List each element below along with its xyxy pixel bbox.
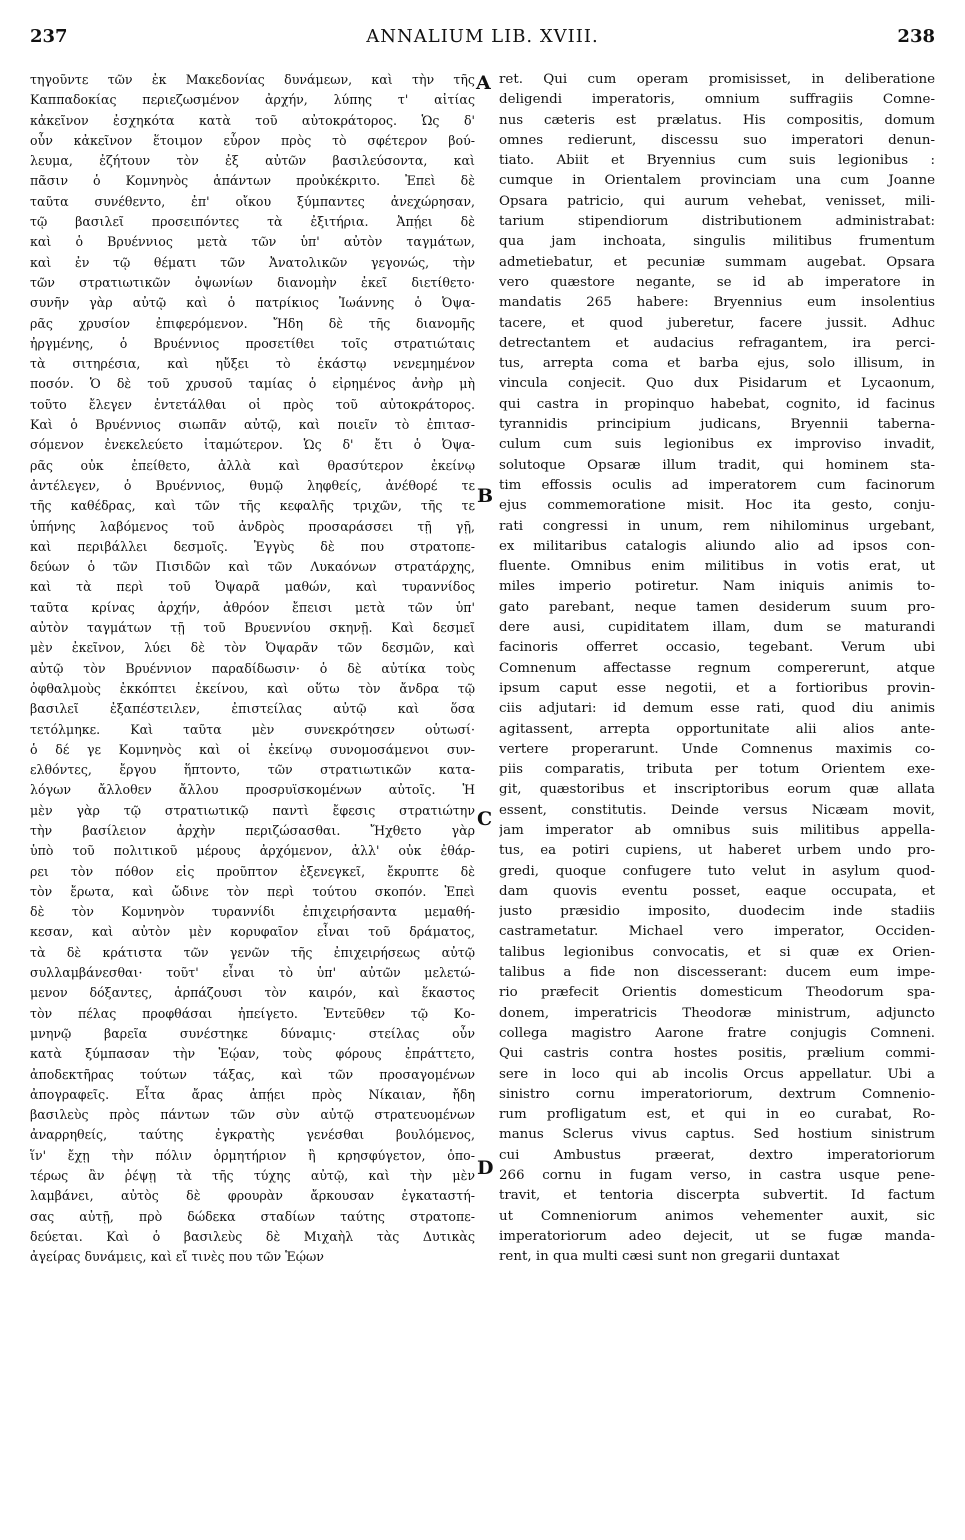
latin-text-line: qua jam inchoata, singulis militibus frumentum [499, 234, 935, 250]
latin-text-line: castrametatur. Michael vero imperator, Occiden- [499, 924, 935, 940]
latin-text-line: talibus a fide non discesserant: ducem eum impe- [499, 965, 935, 981]
greek-text-line: τηγοῦντε τῶν ἐκ Μακεδονίας δυνάμεων, καὶ τὴν τῆς [30, 72, 475, 87]
greek-text-line: κατὰ ξύμπασαν τὴν Ἑῴαν, τοὺς φόρους ἐπράττετο, [30, 1046, 475, 1062]
greek-text-line: ἠργμένης, ὁ Βρυέννιος προσετίθει τοῖς στρατιώταις [30, 335, 475, 351]
greek-text-line: ἀγείρας δυνάμεις, καὶ εἴ τινὲς που τῶν Ἑῴων [30, 1249, 324, 1265]
latin-text-line: dam quovis eventu posset, eaque occupata, et [499, 883, 935, 899]
latin-text-line: Comnenum affectasse regnum compererunt, atque [499, 660, 935, 676]
latin-text-line: solutoque Opsaræ illum tradit, qui hominem sta- [499, 457, 935, 473]
greek-text-line: μνηνῷ βαρεῖα συνέστηκε δύναμις· στείλας οὖν [30, 1025, 475, 1041]
margin-marker-c: C [477, 808, 493, 830]
latin-text-line: justo præsidio imposito, duodecim inde stadiis [499, 904, 935, 920]
greek-text-line: ρει τὸν πόθον εἰς προῦπτον ἐξενεγκεῖ, ἔκρυπτε δὲ [30, 863, 475, 879]
latin-text-line: vero quæstore negante, se id ab imperatore in [499, 274, 935, 290]
latin-text-line: gato parebant, neque tamen desiderum suum pro- [499, 599, 935, 615]
page-number-left: 237 [30, 26, 68, 47]
latin-text-line: facinoris offerret occasio, tegebant. Verum ubi [499, 640, 935, 656]
greek-text-line: καὶ ὁ Βρυέννιος μετὰ τῶν ὑπ' αὐτὸν ταγμάτων, [30, 234, 475, 250]
latin-text-line: cui Ambustus præerat, dextro imperatoriorum [499, 1147, 935, 1163]
greek-text-line: Καππαδοκίας περιεζωσμένον ἀρχήν, λύπης τ' αἰτίας [30, 92, 475, 108]
latin-text-line: essent, constitutis. Deinde versus Nicæam movit, [499, 802, 935, 818]
latin-text-line: Qui castris contra hostes positis, prælium commi- [499, 1046, 935, 1062]
greek-text-line: τῶν στρατιωτικῶν ὀψωνίων διανομὴν ἐκεῖ διετίθετο· [30, 274, 475, 290]
greek-text-line: ταῦτα κρίνας ἀρχήν, ἀθρόον ἔπεισι μετὰ τῶν ὑπ' [30, 599, 475, 615]
greek-text-line: μὲν ἐκεῖνον, λύει δὲ τὸν Ὀψαρᾶν τῶν δεσμῶν, καὶ [30, 640, 475, 656]
latin-text-line: admetiebatur, et pecuniæ summam augebat. Opsara [499, 254, 935, 270]
latin-text-line: rati congressi in unum, rem nihilominus urgebant, [499, 518, 935, 534]
latin-text-line: ipsum caput esse negotii, et a fortioribus provin- [499, 680, 935, 696]
greek-text-line: δεύων ὁ τῶν Πισιδῶν καὶ τῶν Λυκαόνων στρατάρχης, [30, 559, 475, 575]
greek-text-line: κεσαν, καὶ αὐτὸν μὲν κορυφαῖον εἶναι τοῦ δράματος, [30, 924, 475, 940]
latin-text-line: jam imperator ab omnibus suis militibus appella- [499, 822, 935, 838]
latin-text-line: rent, in qua multi cæsi sunt non gregarii duntaxat [499, 1249, 840, 1265]
latin-text-line: mandatis 265 habere: Bryennius eum insolentius [499, 295, 935, 311]
greek-text-line: βασιλεῖ ἐξαπέστειλεν, ἐπιστείλας αὐτῷ καὶ ὅσα [30, 701, 475, 717]
latin-text-line: talibus legionibus convocatis, et si quæ ex Orien- [499, 944, 935, 960]
latin-text-line: git, quæstoribus et inscriptoribus eorum quæ allata [499, 782, 935, 798]
greek-text-line: τῷ βασιλεῖ προσειπόντες τὰ ἐξιτήρια. Ἀπῄει δὲ [30, 214, 475, 230]
latin-text-line: 266 cornu in fugam verso, in castra usque pene- [499, 1168, 935, 1184]
latin-text-line: culum cum suis legionibus ex improviso invadit, [499, 437, 935, 453]
page-number-right: 238 [897, 26, 935, 47]
greek-text-line: ταῦτα συνέθεντο, ἐπ' οἴκου ξύμπαντες ἀνεχώρησαν, [30, 193, 475, 209]
latin-column [499, 70, 935, 1268]
greek-text-line: ἵν' ἔχῃ τὴν πόλιν ὁρμητήριον ἢ κρησφύγετον, ὁπο- [30, 1147, 475, 1163]
latin-text-line: collega magistro Aarone fratre conjugis Comneni. [499, 1025, 935, 1041]
latin-text-line: tim effossis oculis ad imperatorem cum facinorum [499, 477, 935, 493]
greek-text-line: συλλαμβάνεσθαι· τοῦτ' εἶναι τὸ ὑπ' αὐτῶν μελετώ- [30, 965, 475, 981]
greek-text-line: τετόλμηκε. Καὶ ταῦτα μὲν συνεκρότησεν οὑτωσί· [30, 721, 475, 737]
latin-text-line: tacere, et quod juberetur, facere jussit. Adhuc [499, 315, 935, 331]
greek-text-line: καὶ περιβάλλει δεσμοῖς. Ἐγγὺς δὲ που στρατοπε- [30, 538, 475, 554]
greek-column [30, 70, 475, 1268]
page-header [30, 26, 935, 62]
latin-text-line: detrectantem et audacius refragantem, ira perci- [499, 335, 935, 351]
greek-text-line: αὐτὸν ταγμάτων τῇ τοῦ Βρυεννίου σκηνῇ. Καὶ δεσμεῖ [30, 620, 475, 636]
greek-text-line: σας αὐτῇ, πρὸ δώδεκα σταδίων ταύτης στρατοπε- [30, 1208, 475, 1224]
greek-text-line: ποσόν. Ὁ δὲ τοῦ χρυσοῦ ταμίας ὁ εἰρημένος ἀνὴρ μὴ [30, 376, 475, 392]
latin-text-line: vincula conjecit. Quo dux Pisidarum et Lycaonum, [499, 376, 935, 392]
greek-text-line: σόμενον ἐνεκελεύετο ἰταμώτερον. Ὡς δ' ἔτι ὁ Ὀψα- [30, 437, 475, 453]
margin-marker-d: D [477, 1157, 494, 1179]
latin-text-line: ex militaribus catalogis aliundo alio ad ipsos con- [499, 538, 935, 554]
greek-text-line: ὑπὸ τοῦ πολιτικοῦ μέρους ἀρχόμενον, ἀλλ' οὐκ ἐθάρ- [30, 843, 475, 859]
margin-marker-b: B [477, 485, 494, 507]
greek-text-line: δεύεται. Καὶ ὁ βασιλεὺς δὲ Μιχαὴλ τὰς Δυτικὰς [30, 1228, 475, 1244]
latin-text-line: agitassent, arrepta opportunitate alii alios ante- [499, 721, 935, 737]
greek-text-line: οὖν κἀκεῖνον ἕτοιμον εὗρον πρὸς τὸ σφέτερον βού- [30, 132, 475, 148]
latin-text-line: Opsara patricio, qui aurum vehebat, venisset, mili- [499, 193, 935, 209]
greek-text-line: μενον δόξαντες, ἁρπάζουσι τὸν καιρόν, καὶ ἕκαστος [30, 985, 475, 1001]
greek-text-line: συνῆν γὰρ αὐτῷ καὶ ὁ πατρίκιος Ἰωάννης ὁ Ὀψα- [30, 295, 475, 311]
latin-text-line: tarium stipendiorum distributionem administrabat: [499, 214, 935, 230]
greek-text-line: πᾶσιν ὁ Κομνηνὸς ἁπάντων προὐκέκριτο. Ἐπεὶ δὲ [30, 173, 475, 189]
latin-text-line: nus cæteris est prælatus. His compositis, domum [499, 112, 935, 128]
margin-marker-a: A [476, 72, 491, 94]
latin-text-line: travit, et tentoria discerpta subvertit. Id factum [499, 1188, 935, 1204]
latin-text-line: ejus commemoratione misit. Hoc ita gesto, conju- [499, 498, 935, 514]
greek-text-line: ρᾶς χρυσίον ἐπιφερόμενον. Ἤδη δὲ τῆς διανομῆς [30, 315, 475, 331]
greek-text-line: ὀφθαλμοὺς ἐκκόπτει ἐκείνου, καὶ οὕτω τὸν ἄνδρα τῷ [30, 680, 475, 696]
greek-text-line: ελθόντες, ἔργου ἥπτοντο, τῶν στρατιωτικῶν κατα- [30, 762, 475, 778]
latin-text-line: donem, imperatricis Theodoræ ministrum, adjuncto [499, 1005, 935, 1021]
latin-text-line: ret. Qui cum operam promisisset, in deliberatione [499, 72, 935, 87]
greek-text-line: ἀντέλεγεν, ὁ Βρυέννιος, θυμῷ ληφθείς, ἀνέθορέ τε [30, 477, 475, 493]
greek-text-line: Καὶ ὁ Βρυέννιος σιωπᾶν αὐτῷ, καὶ ποιεῖν τὸ ἐπιτασ- [30, 417, 475, 433]
greek-text-line: λαμβάνει, αὐτὸς δὲ φρουρὰν ἄρκουσαν ἐγκαταστή- [30, 1188, 475, 1204]
greek-text-line: τὴν βασίλειον ἀρχὴν περιζώσασθαι. Ἤχθετο γὰρ [30, 822, 475, 838]
latin-text-line: ut Comneniorum animos vehementer auxit, sic [499, 1208, 935, 1224]
latin-text-line: rio præfecit Orientis domesticum Theodorum spa- [499, 985, 935, 1001]
greek-text-line: ρᾶς οὐκ ἐπείθετο, ἀλλὰ καὶ θρασύτερον ἐκείνῳ [30, 457, 475, 473]
greek-text-line: αὐτῷ τὸν Βρυέννιον παραδίδωσιν· ὁ δὲ αὐτίκα τοὺς [30, 660, 475, 676]
greek-text-line: ἀποδεκτῆρας τούτων τάξας, καὶ τῶν προσαγομένων [30, 1066, 475, 1082]
latin-text-line: imperatoriorum adeo dejecit, ut se fugæ manda- [499, 1228, 935, 1244]
latin-text-line: tiato. Abiit et Bryennius cum suis legionibus : [499, 153, 935, 169]
greek-text-line: τὸν ἔρωτα, καὶ ὤδινε τὸν περὶ τούτου σκοπόν. Ἐπεὶ [30, 883, 475, 899]
latin-text-line: dere ausi, cupiditatem illam, dum se maturandi [499, 620, 935, 636]
latin-text-line: sinistro cornu imperatoriorum, dextrum Comnenio- [499, 1086, 935, 1102]
greek-text-line: καὶ ἐν τῷ θέματι τῶν Ἀνατολικῶν γεγονώς, τὴν [30, 254, 475, 270]
greek-text-line: ὑπήνης λαβόμενος τοῦ ἀνδρὸς προσαράσσει τῇ γῇ, [30, 518, 475, 534]
running-title: ANNALIUM LIB. XVIII. [366, 26, 599, 47]
latin-text-line: deligendi imperatoris, omnium suffragiis Comne- [499, 92, 935, 108]
greek-text-line: κἀκεῖνον ἐσχηκότα κατὰ τοῦ αὐτοκράτορος. Ὡς δ' [30, 112, 475, 128]
greek-text-line: μὲν γὰρ τῷ στρατιωτικῷ παντὶ ἔφεσις στρατιώτην [30, 802, 475, 818]
latin-text-line: cumque in Orientalem provinciam una cum Joanne [499, 173, 935, 189]
greek-text-line: τῆς καθέδρας, καὶ τῶν τῆς κεφαλῆς τριχῶν, τῆς τε [30, 498, 475, 514]
latin-text-line: ciis adjutari: id demum esse rati, quod diu animis [499, 701, 935, 717]
latin-text-line: omnes redierunt, discessu suo imperatori denun- [499, 132, 935, 148]
latin-text-line: miles imperio potiretur. Nam iniquis animis to- [499, 579, 935, 595]
latin-text-line: manus Sclerus vivus captus. Sed hostium sinistrum [499, 1127, 935, 1143]
latin-text-line: gredi, quoque confugere tuto velut in asylum quod- [499, 863, 935, 879]
greek-text-line: τὰ σιτηρέσια, καὶ ηὔξει τὸ ἑκάστῳ νενεμημένον [30, 356, 475, 372]
greek-text-line: τὰ δὲ κράτιστα τῶν γενῶν τῆς ἐπιχειρήσεως αὐτῷ [30, 944, 475, 960]
latin-text-line: tyrannidis principium judicans, Bryennii taberna- [499, 417, 935, 433]
latin-text-line: vertere properarunt. Unde Comnenus maximis co- [499, 741, 935, 757]
latin-text-line: qui castra in propinquo habebat, cognito, id facinus [499, 396, 935, 412]
greek-text-line: λευμα, ἐζήτουν τὸν ἐξ αὐτῶν βασιλεύσοντα, καὶ [30, 153, 475, 169]
latin-text-line: tus, ea potiri cupiens, ut haberet urbem undo pro- [499, 843, 935, 859]
latin-text-line: rum profligatum est, et qui in eo curabat, Ro- [499, 1107, 935, 1123]
greek-text-line: τοῦτο ἔλεγεν ἐντετάλθαι οἱ πρὸς τοῦ αὐτοκράτορος. [30, 396, 475, 412]
greek-text-line: ὁ δέ γε Κομνηνὸς καὶ οἱ ἐκείνῳ συνομοσάμενοι συν- [30, 741, 475, 757]
latin-text-line: fluente. Omnibus enim militibus in votis erat, ut [499, 559, 935, 575]
latin-text-line: sere in loco qui ab incolis Orcus appellatur. Ubi a [499, 1066, 935, 1082]
greek-text-line: βασιλεὺς πρὸς πάντων τῶν σὺν αὐτῷ στρατευομένων [30, 1107, 475, 1123]
greek-text-line: ἀπογραφεῖς. Εἶτα ἄρας ἀπῄει πρὸς Νίκαιαν, ἤδη [30, 1086, 475, 1102]
greek-text-line: λόγων ἄλλοθεν ἄλλου προσρυϊσκομένων αὐτοῖς. Ἡ [30, 782, 475, 798]
greek-text-line: δὲ τὸν Κομνηνὸν τυραννίδι ἐπιχειρήσαντα μεμαθή- [30, 904, 475, 920]
greek-text-line: ἀναρρηθείς, ταύτης ἐγκρατὴς γενέσθαι βουλόμενος, [30, 1127, 475, 1143]
greek-text-line: τέρως ἂν ῥέψῃ τὰ τῆς τύχης αὐτῷ, καὶ τὴν μὲν [30, 1168, 475, 1184]
greek-text-line: καὶ τὰ περὶ τοῦ Ὀψαρᾶ μαθών, καὶ τυραννίδος [30, 579, 475, 595]
latin-text-line: tus, arrepta coma et barba ejus, solo illisum, in [499, 356, 935, 372]
greek-text-line: τὸν πέλας προφθάσαι ἠπείγετο. Ἐντεῦθεν τῷ Κο- [30, 1005, 475, 1021]
latin-text-line: piis comparatis, tributa per totum Orientem exe- [499, 762, 935, 778]
